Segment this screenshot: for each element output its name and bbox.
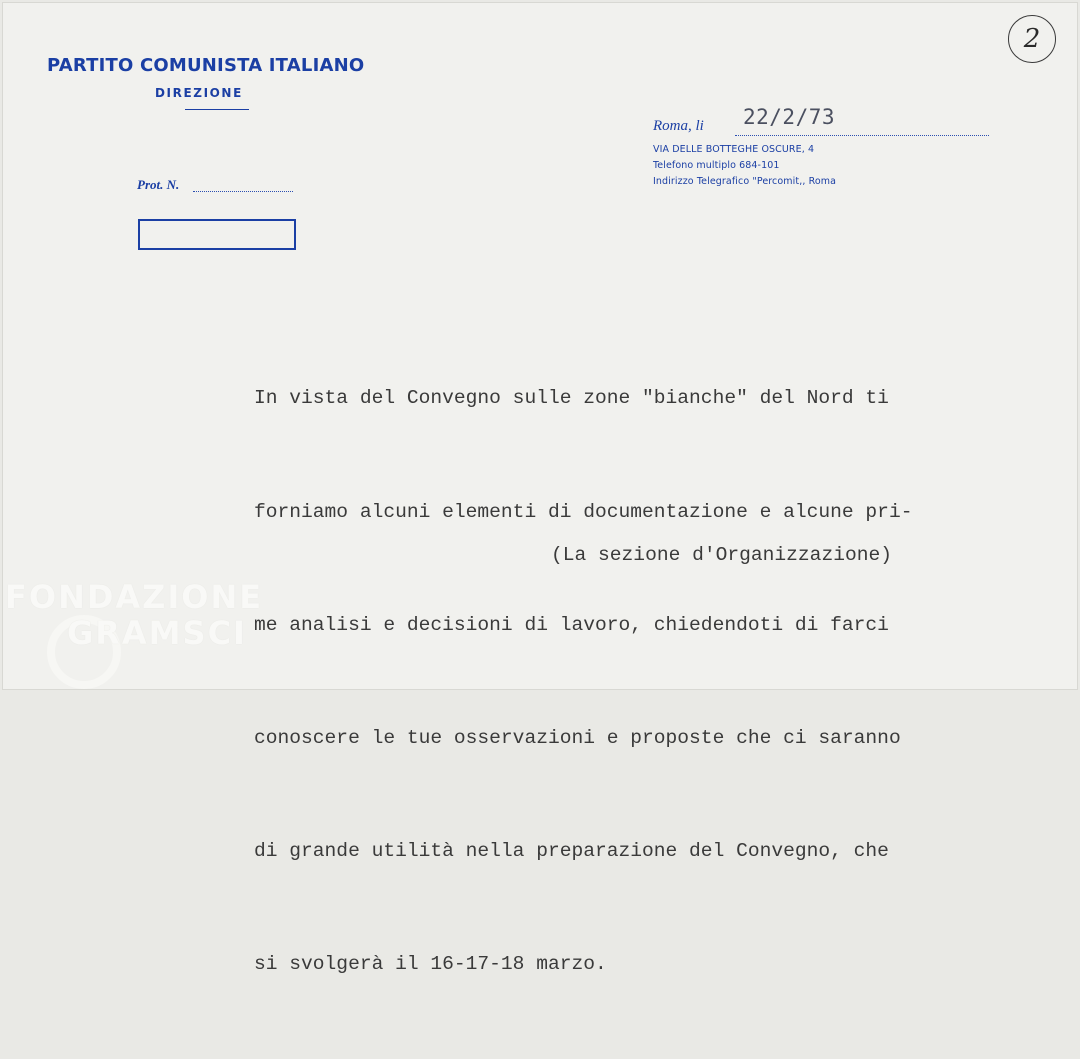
letter-sheet: [2, 2, 1078, 975]
watermark-logo-icon: [47, 615, 121, 689]
letter-body: [254, 305, 1014, 1059]
handwritten-date: 22/2/73: [743, 105, 836, 129]
body-line: si svolgerà il 16-17-18 marzo.: [254, 952, 607, 975]
protocol-label: Prot. N.: [137, 177, 180, 192]
place-label: Roma, li: [653, 118, 704, 134]
body-line: di grande utilità nella preparazione del Convegno, che: [254, 839, 889, 862]
body-line: me analisi e decisioni di lavoro, chiedendoti di farci: [254, 613, 889, 636]
phone-line: Telefono multiplo 684-101: [653, 160, 780, 171]
letterhead-rule: [185, 109, 249, 110]
protocol-stamp-box: [138, 219, 296, 250]
watermark: [5, 578, 263, 652]
page-number-circle: [1008, 15, 1056, 63]
department-name: DIREZIONE: [155, 86, 243, 100]
signature: (La sezione d'Organizzazione): [551, 544, 892, 566]
organization-name: PARTITO COMUNISTA ITALIANO: [47, 55, 365, 76]
address-line: VIA DELLE BOTTEGHE OSCURE, 4: [653, 144, 815, 155]
watermark-line2: GRAMSCI: [67, 614, 247, 652]
protocol-dotted-line: [193, 191, 293, 192]
body-line: forniamo alcuni elementi di documentazione e alcune pri-: [254, 500, 913, 523]
watermark-line1: FONDAZIONE: [5, 578, 264, 616]
date-dotted-line: [735, 135, 989, 136]
body-line: conoscere le tue osservazioni e proposte che ci saranno: [254, 726, 901, 749]
telegraph-line: Indirizzo Telegrafico "Percomit,, Roma: [653, 176, 837, 187]
body-line: In vista del Convegno sulle zone "bianche" del Nord ti: [254, 387, 889, 410]
page-number: 2: [1023, 24, 1041, 54]
